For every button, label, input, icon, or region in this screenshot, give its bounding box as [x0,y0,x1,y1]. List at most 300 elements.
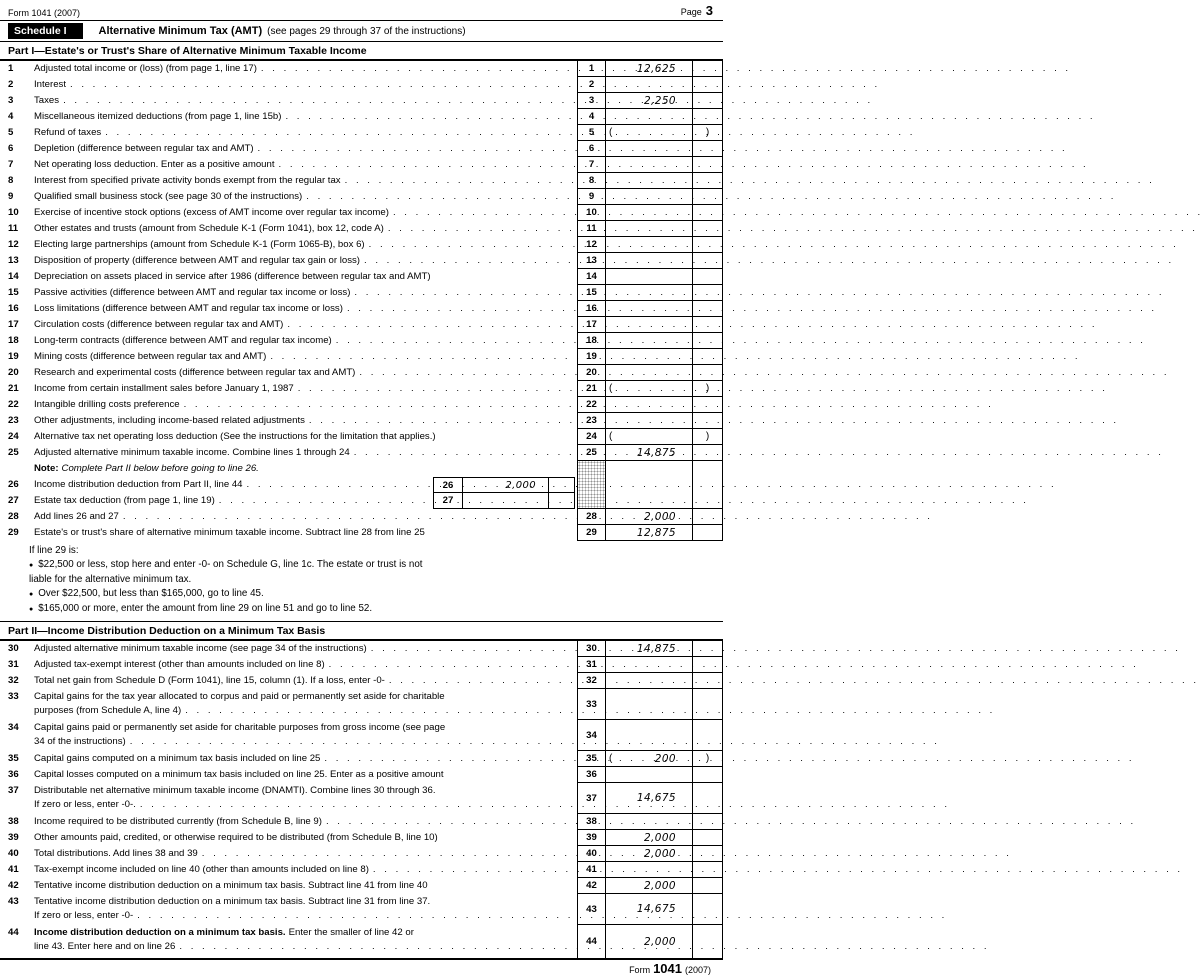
box-line-number: 43 [577,894,605,925]
row-label [34,173,577,189]
amount-field[interactable] [605,525,692,541]
cents-field[interactable] [692,689,723,720]
row-label [34,61,577,77]
line-number: 36 [8,769,19,780]
label-text: Tentative income distribution deduction on a minimum tax basis. Subtract line 41 from line 40 [34,880,428,891]
label-text: Disposition of property (difference between AMT and regular tax gain or loss) [34,255,361,266]
amount-field[interactable] [605,173,692,189]
label-text: Capital gains for the tax year allocated to corpus and paid or permanently set aside for charitable [34,691,445,702]
cents-field[interactable] [692,125,723,141]
dot-leader [371,642,574,657]
inner-amount-field[interactable] [463,493,548,508]
cents-field[interactable] [692,189,723,205]
paren-open: ( [609,127,613,138]
row-label [34,477,433,493]
line-number: 44 [8,927,19,938]
box-line-number [577,493,605,509]
line-number: 9 [8,191,14,202]
row-label [34,221,577,237]
line29-instructions [0,541,723,621]
footer [0,960,723,976]
amount-field[interactable] [605,253,692,269]
box-line-number: 23 [577,413,605,429]
dot-leader [184,398,574,413]
box-line-number: 12 [577,237,605,253]
row-label [34,878,577,894]
page-indicator [681,3,713,18]
amount-field[interactable] [605,673,692,689]
box-line-number: 7 [577,157,605,173]
cents-field[interactable] [692,477,723,493]
label-line [34,752,577,767]
row-left [0,333,577,349]
form-line-row [0,141,723,157]
form-line-row [0,285,723,301]
row-label [34,657,577,673]
amount-value: 14,875 [636,446,676,459]
note-row [0,461,723,477]
row-label [34,109,577,125]
cents-field[interactable] [692,525,723,541]
label-bold-text: Note: [34,463,59,474]
amount-field[interactable] [605,109,692,125]
row-label [34,269,577,285]
amount-field[interactable] [605,445,692,461]
row-left [0,461,577,477]
dot-leader [270,350,574,365]
amount-field[interactable] [605,93,692,109]
cents-field[interactable] [692,830,723,846]
box-line-number: 9 [577,189,605,205]
dot-leader [389,674,574,689]
cents-field[interactable] [692,925,723,958]
cents-field[interactable] [692,862,723,878]
part2-table [0,641,723,958]
form-line-row [0,333,723,349]
top-bar [0,0,723,21]
label-line-2 [34,704,577,718]
row-left [0,205,577,221]
dot-leader [309,414,574,429]
row-label [34,525,577,541]
row-label [34,751,577,767]
label-line [34,334,577,349]
form-line-row [0,767,723,783]
box-line-number: 33 [577,689,605,720]
amount-field[interactable] [605,349,692,365]
box-line-number: 28 [577,509,605,525]
cents-field[interactable] [692,301,723,317]
form-line-row [0,525,723,541]
dot-leader [287,318,574,333]
amount-field[interactable] [605,767,692,783]
inner-amount-field[interactable] [463,478,548,492]
box-line-number: 32 [577,673,605,689]
amount-field[interactable] [605,221,692,237]
amount-field[interactable] [605,925,692,958]
label-line [34,526,577,541]
row-left [0,317,577,333]
inner-cents-field[interactable] [548,493,575,508]
row-label [34,349,577,365]
label-line [34,318,577,333]
line-number: 40 [8,848,19,859]
label-text: Tax-exempt income included on line 40 (other than amounts included on line 8) [34,864,369,875]
box-line-number [577,477,605,493]
cents-field[interactable] [692,349,723,365]
cents-field[interactable] [692,253,723,269]
inner-line-number: 27 [433,493,463,508]
paren-close: ) [705,753,710,764]
form-line-row [0,317,723,333]
box-line-number: 4 [577,109,605,125]
cents-field[interactable] [692,173,723,189]
box-line-number: 44 [577,925,605,958]
row-label [34,830,577,846]
cents-field[interactable] [692,381,723,397]
form-line-row [0,429,723,445]
amount-field[interactable] [605,720,692,751]
amount-field[interactable] [605,783,692,814]
form-line-row [0,830,723,846]
row-left [0,751,577,767]
amount-field[interactable] [605,751,692,767]
bullet-text: $22,500 or less, stop here and enter -0- on Schedule G, line 1c. The estate or trust is not [38,559,423,570]
label-text: Enter the smaller of line 42 or [288,927,414,938]
dot-leader [298,382,574,397]
form-line-row [0,189,723,205]
form-line-row [0,221,723,237]
row-left [0,77,577,93]
cents-field[interactable] [692,720,723,751]
label-line [34,446,577,461]
inner-entry-box [433,477,575,493]
label-text: Other amounts paid, credited, or otherwise required to be distributed (from Schedule B, line 10) [34,832,438,843]
row-label [34,237,577,253]
amount-field[interactable] [605,894,692,925]
schedule-label-chip: Schedule I [8,23,83,39]
amount-field[interactable] [605,317,692,333]
amount-field[interactable] [605,429,692,445]
cents-field[interactable] [692,751,723,767]
cents-field[interactable] [692,333,723,349]
label-line [34,658,577,673]
cents-field[interactable] [692,285,723,301]
line-number: 1 [8,63,14,74]
label-line [34,926,577,940]
cents-field[interactable] [692,61,723,77]
cents-field[interactable] [692,93,723,109]
amount-field[interactable] [605,269,692,285]
line-number: 34 [8,722,19,733]
cents-field[interactable] [692,767,723,783]
cents-field[interactable] [692,493,723,509]
amount-field[interactable] [605,657,692,673]
line-number: 30 [8,643,19,654]
label-line [34,254,577,269]
amount-field[interactable] [605,413,692,429]
box-line-number: 15 [577,285,605,301]
row-label [34,125,577,141]
amount-field[interactable] [605,333,692,349]
dot-leader [347,302,574,317]
line-number: 15 [8,287,19,298]
amount-field[interactable] [605,205,692,221]
cents-field[interactable] [692,641,723,657]
row-label [34,846,577,862]
row-label [34,814,577,830]
amount-value: 2,000 [643,510,676,523]
line-number: 25 [8,447,19,458]
label-text: Loss limitations (difference between AMT and regular tax income or loss) [34,303,343,314]
dot-leader [70,78,574,93]
bullet-icon: ● [29,606,34,613]
dot-leader [247,478,430,493]
row-label [34,461,577,477]
row-left [0,381,577,397]
inner-line-number: 26 [433,478,463,492]
label-text: Adjusted total income or (loss) (from page 1, line 17) [34,63,257,74]
dot-leader [123,510,574,525]
dot-leader [261,62,574,77]
label-text: Adjusted alternative minimum taxable income. Combine lines 1 through 24 [34,447,350,458]
label-text: Income from certain installment sales before January 1, 1987 [34,383,294,394]
cents-field[interactable] [692,237,723,253]
inner-cents-field[interactable] [548,478,575,492]
amount-value: 2,250 [643,94,676,107]
label-text: Other adjustments, including income-based related adjustments [34,415,305,426]
row-left [0,814,577,830]
box-line-number: 11 [577,221,605,237]
line-number: 14 [8,271,19,282]
cents-field[interactable] [692,397,723,413]
dot-leader [359,366,574,381]
dot-leader [364,254,574,269]
row-label [34,77,577,93]
cents-field[interactable] [692,878,723,894]
line-number: 13 [8,255,19,266]
box-line-number: 30 [577,641,605,657]
dot-leader [140,798,574,812]
cents-field[interactable] [692,657,723,673]
form-line-row [0,657,723,673]
label-line [34,879,577,894]
dot-leader [63,94,574,109]
cents-field[interactable] [692,109,723,125]
cents-field[interactable] [692,783,723,814]
amount-field[interactable] [605,461,692,477]
amount-field[interactable] [605,493,692,509]
cents-field[interactable] [692,413,723,429]
row-left [0,349,577,365]
box-line-number: 29 [577,525,605,541]
amount-field[interactable] [605,141,692,157]
dot-leader [369,238,574,253]
label-line [34,270,577,285]
label-line [34,642,577,657]
label-line [34,126,577,141]
row-left [0,221,577,237]
amount-field[interactable] [605,509,692,525]
part1-table [0,61,723,541]
cents-field[interactable] [692,77,723,93]
cents-field[interactable] [692,205,723,221]
cents-field[interactable] [692,429,723,445]
amount-field[interactable] [605,830,692,846]
amount-field[interactable] [605,641,692,657]
box-line-number: 35 [577,751,605,767]
amount-field[interactable] [605,878,692,894]
row-label [34,767,577,783]
amount-field[interactable] [605,365,692,381]
amount-field[interactable] [605,189,692,205]
form-line-row [0,173,723,189]
label-text: Passive activities (difference between AMT and regular tax income or loss) [34,287,351,298]
box-line-number: 38 [577,814,605,830]
line-number: 24 [8,431,19,442]
line-number: 27 [8,495,19,506]
schedule-bar [0,21,723,42]
bullet-text: Over $22,500, but less than $165,000, go to line 45. [38,588,264,599]
line-number: 29 [8,527,19,538]
label-text: Depletion (difference between regular tax and AMT) [34,143,254,154]
label-line [34,62,577,77]
box-line-number: 37 [577,783,605,814]
line-number: 41 [8,864,19,875]
line-number: 17 [8,319,19,330]
label-line [34,190,577,205]
cents-field[interactable] [692,157,723,173]
row-label [34,429,577,445]
label-line-2 [34,940,577,954]
label-line [34,690,577,704]
line-number: 35 [8,753,19,764]
label-line [34,510,577,525]
amount-field[interactable] [605,301,692,317]
cents-field[interactable] [692,894,723,925]
amount-field[interactable] [605,397,692,413]
amount-field[interactable] [605,814,692,830]
line-number: 21 [8,383,19,394]
bullet-item [29,558,713,573]
bullet-text: $165,000 or more, enter the amount from line 29 on line 51 and go to line 52. [38,603,373,614]
row-left [0,173,577,189]
box-line-number: 18 [577,333,605,349]
amount-value: 2,000 [643,831,676,844]
paren-open: ( [609,383,613,394]
form-line-row [0,445,723,461]
label-text: Electing large partnerships (amount from Schedule K-1 (Form 1065-B), box 6) [34,239,365,250]
amount-field[interactable] [605,477,692,493]
dot-leader [279,158,574,173]
label-text: Depreciation on assets placed in service after 1986 (difference between regular tax and AMT) [34,271,431,282]
label-line [34,895,577,909]
line-number: 16 [8,303,19,314]
cents-field[interactable] [692,141,723,157]
cents-field[interactable] [692,673,723,689]
amount-field[interactable] [605,862,692,878]
amount-field[interactable] [605,157,692,173]
form-line-row [0,689,723,720]
row-left [0,477,577,493]
amount-field[interactable] [605,285,692,301]
row-label [34,720,577,751]
label-bold-text: Income distribution deduction on a minimum tax basis. [34,927,286,938]
amount-field[interactable] [605,237,692,253]
row-label [34,93,577,109]
cents-field[interactable] [692,814,723,830]
label-line [34,158,577,173]
label-text: If zero or less, enter -0- [34,910,134,922]
line-number: 18 [8,335,19,346]
row-label [34,317,577,333]
bullet-icon: ● [29,562,34,569]
cents-field[interactable] [692,269,723,285]
amount-field[interactable] [605,61,692,77]
cents-field[interactable] [692,365,723,381]
page-number: 3 [705,3,713,18]
amount-field[interactable] [605,846,692,862]
line-number: 39 [8,832,19,843]
form-line-row [0,365,723,381]
dot-leader [258,142,574,157]
line-number: 7 [8,159,14,170]
amount-field[interactable] [605,689,692,720]
row-label [34,365,577,381]
cents-field[interactable] [692,221,723,237]
bullet-item [29,602,713,617]
row-label [34,381,577,397]
footer-form-number: 1041 [653,961,682,976]
form-line-row [0,269,723,285]
cents-field[interactable] [692,509,723,525]
box-line-number: 16 [577,301,605,317]
amount-field[interactable] [605,77,692,93]
label-text: 34 of the instructions) [34,736,126,748]
row-label [34,862,577,878]
cents-field[interactable] [692,317,723,333]
form-line-row [0,77,723,93]
box-line-number: 6 [577,141,605,157]
amount-field[interactable] [605,381,692,397]
label-text: Other estates and trusts (amount from Schedule K-1 (Form 1041), box 12, code A) [34,223,384,234]
line-number: 42 [8,880,19,891]
row-left [0,657,577,673]
row-left [0,894,577,925]
row-label [34,301,577,317]
bullet-icon: ● [29,591,34,598]
row-left [0,689,577,720]
amount-field[interactable] [605,125,692,141]
label-text: Estate's or trust's share of alternative minimum taxable income. Subtract line 28 from line 25 [34,527,425,538]
cents-field[interactable] [692,445,723,461]
form-line-row [0,413,723,429]
label-text: Capital losses computed on a minimum tax basis included on line 25. Enter as a positive amount [34,769,444,780]
label-line [34,478,433,493]
row-left [0,493,577,509]
form-line-row [0,862,723,878]
cents-field[interactable] [692,461,723,477]
cents-field[interactable] [692,846,723,862]
box-line-number: 5 [577,125,605,141]
dot-leader [388,222,574,237]
part2-heading: Part II—Income Distribution Deduction on a Minimum Tax Basis [0,621,723,641]
form-line-row [0,125,723,141]
line-number: 3 [8,95,14,106]
if-line-29-text: If line 29 is: [29,545,79,556]
form-line-row [0,93,723,109]
label-text: Research and experimental costs (difference between regular tax and AMT) [34,367,356,378]
